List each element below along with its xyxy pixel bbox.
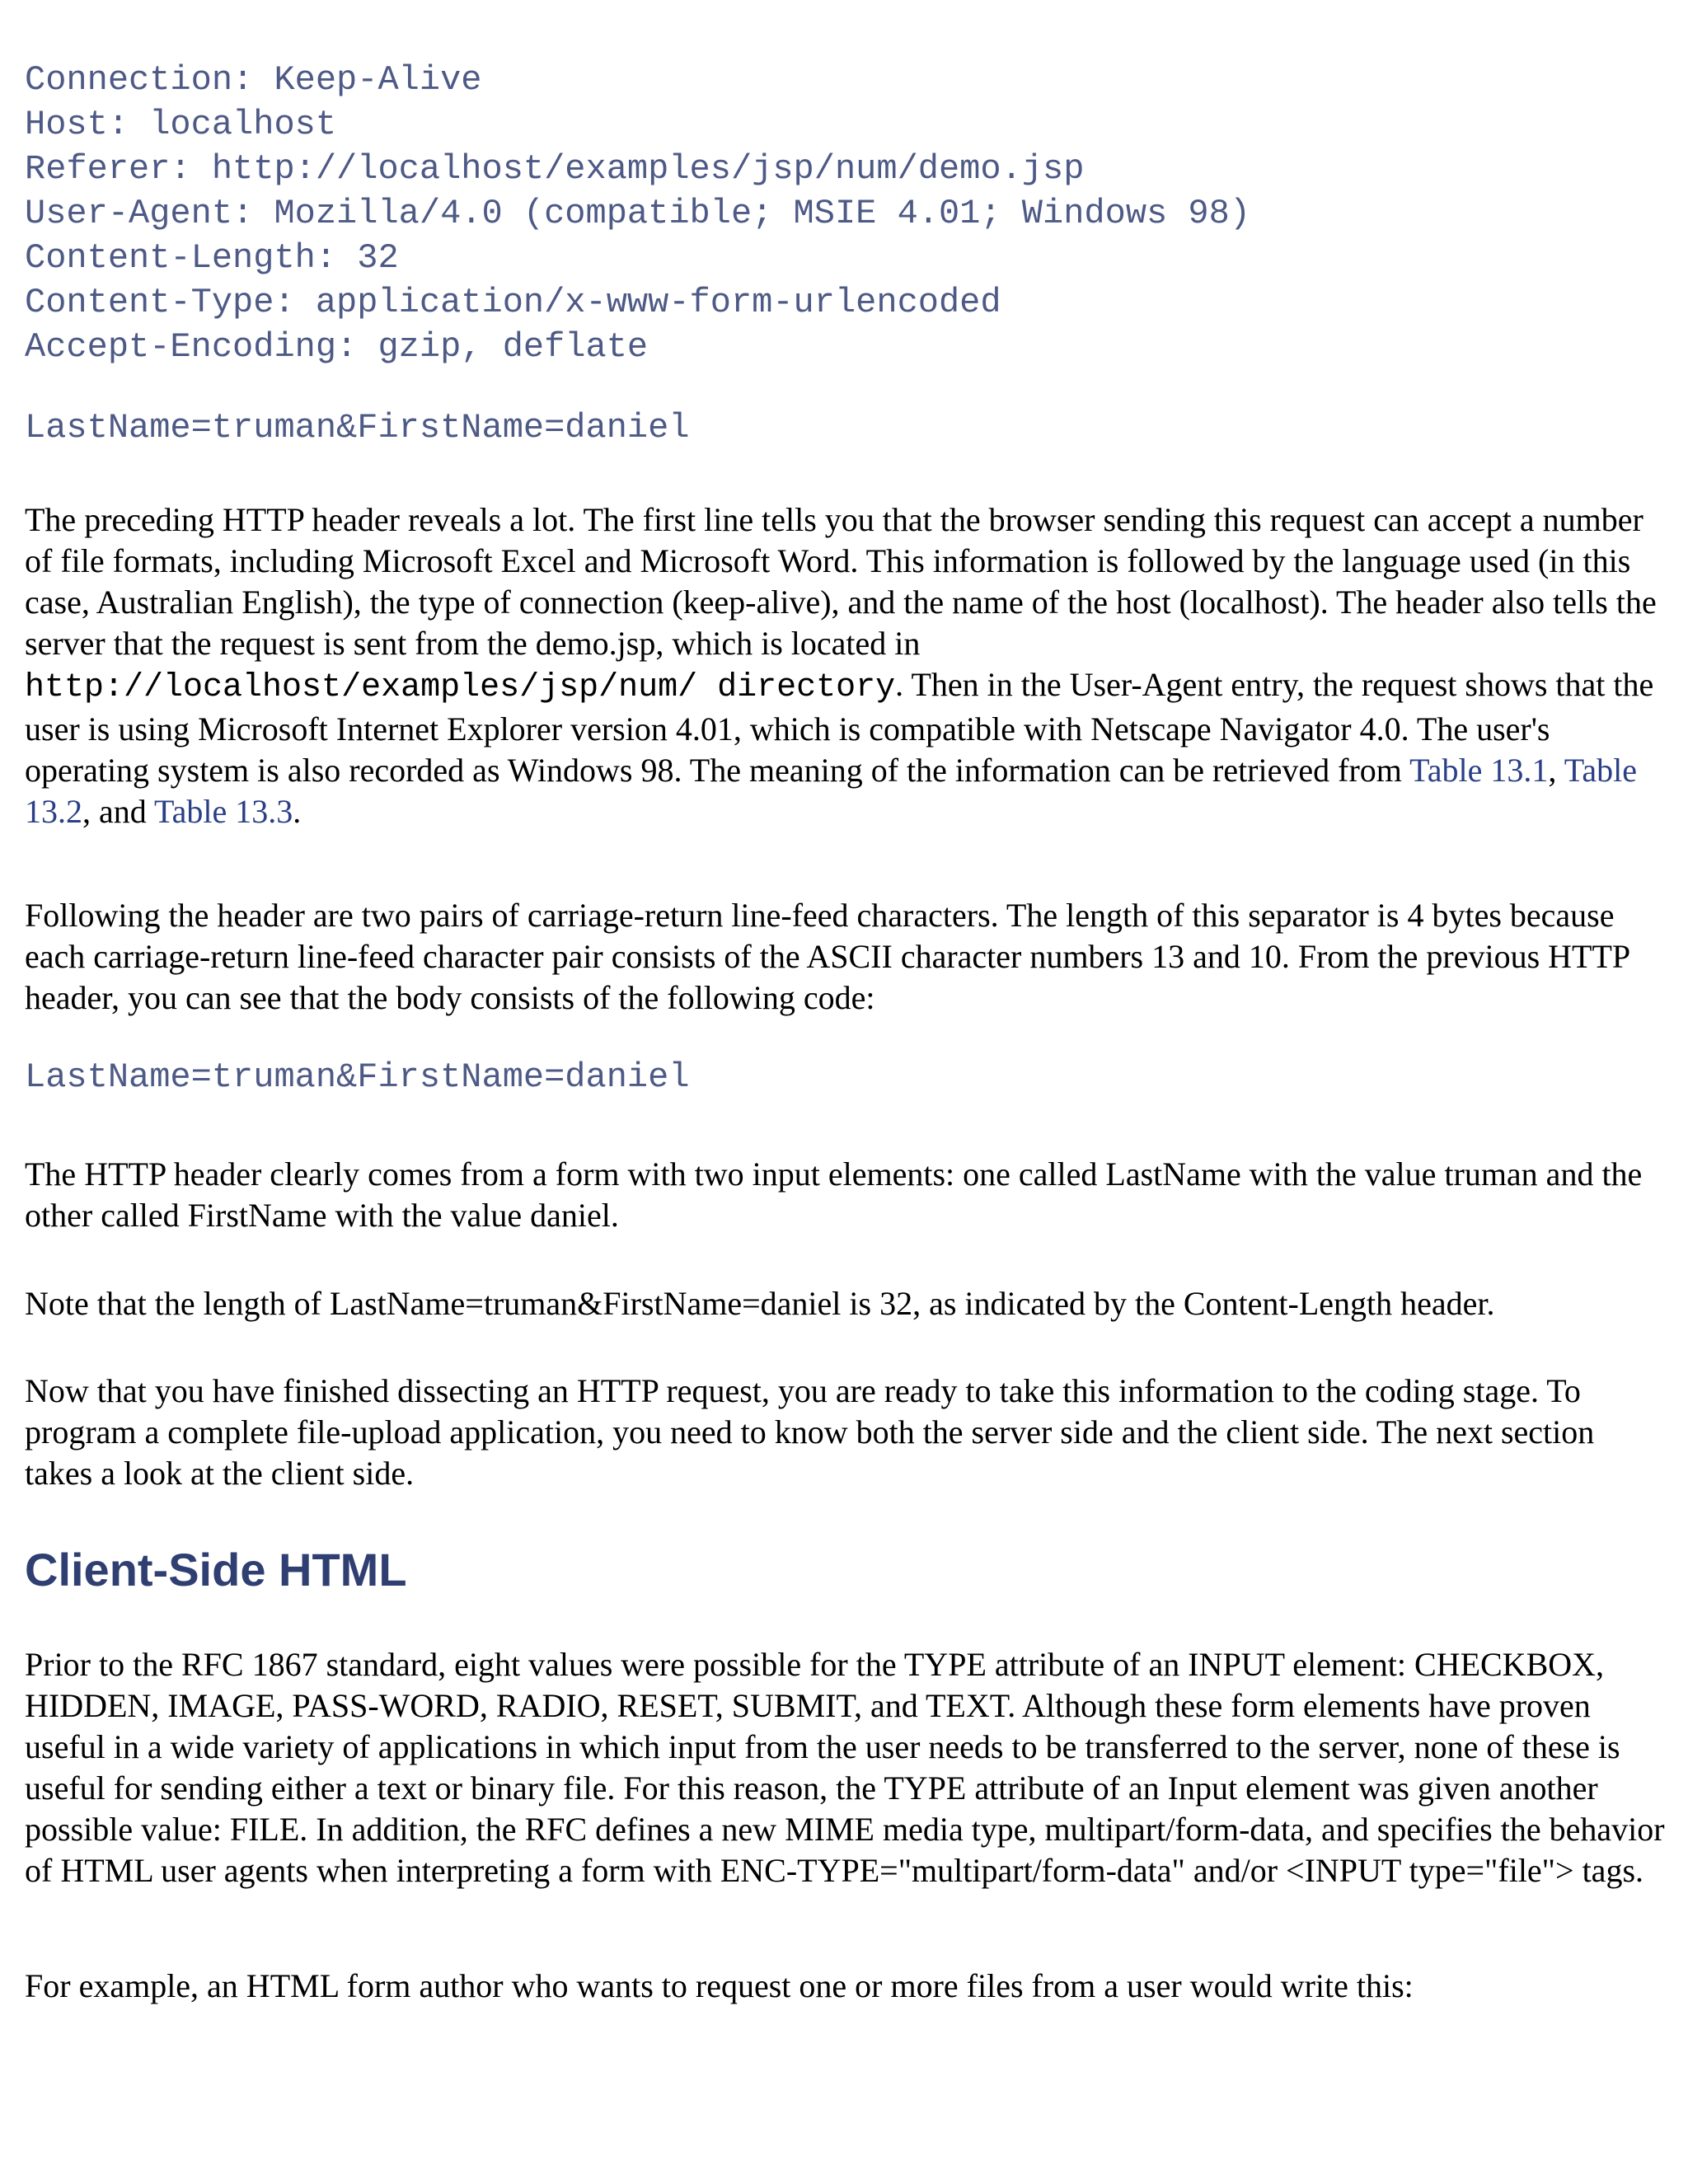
code-line: Host: localhost [25, 105, 337, 144]
separator-text: . [293, 793, 302, 830]
link-table-13-1[interactable]: Table 13.1 [1409, 752, 1549, 789]
paragraph-separator: Following the header are two pairs of carriage-return line-feed characters. The length of this separator is 4 bytes because each carriage-return line-feed character pair consists of the ASCII character numbers 13 and 10. From the previous HTTP header, you can see that the body consists of the following code: [25, 897, 1629, 1016]
link-table-13-2[interactable]: Table 13.2 [25, 752, 1637, 830]
code-line: Content-Length: 32 [25, 238, 399, 278]
separator-text: , [1548, 752, 1564, 789]
http-header-code [25, 58, 1665, 450]
paragraph-text: The preceding HTTP header reveals a lot. The first line tells you that the browser sending this request can accept a number of file formats, including Microsoft Excel and Microsoft Word. This information is followed by the language used (in this case, Australian English), the type of connection (keep-alive), and the name of the host (localhost). The header also tells the server that the request is sent from the demo.jsp, which is located in [25, 501, 1657, 662]
separator-text: , and [82, 793, 155, 830]
paragraph-example-intro: For example, an HTML form author who wants to request one or more files from a user would write this: [25, 1967, 1414, 2004]
paragraph-next-section: Now that you have finished dissecting an HTTP request, you are ready to take this information to the coding stage. To program a complete file-upload application, you need to know both the server side and the client side. The next section takes a look at the client side. [25, 1372, 1595, 1492]
request-body-code-block [25, 1055, 1665, 1099]
request-body-code: LastName=truman&FirstName=daniel [25, 1057, 690, 1097]
request-body-code: LastName=truman&FirstName=daniel [25, 408, 690, 448]
code-line: Accept-Encoding: gzip, deflate [25, 327, 649, 367]
link-table-13-3[interactable]: Table 13.3 [154, 793, 293, 830]
code-line: User-Agent: Mozilla/4.0 (compatible; MSIE 4.01; Windows 98) [25, 194, 1251, 233]
section-heading: Client-Side HTML [25, 1544, 407, 1596]
paragraph-rfc-1867: Prior to the RFC 1867 standard, eight values were possible for the TYPE attribute of an INPUT element: CHECKBOX, HIDDEN, IMAGE, PASS-WORD, RADIO, RESET, SUBMIT, and TEXT. Although these form elements have proven useful in a wide variety of applications in which input from the user needs to be transferred to the server, none of these is useful for sending either a text or binary file. For this reason, the TYPE attribute of an Input element was given another possible value: FILE. In addition, the RFC defines a new MIME media type, multipart/form-data, and specifies the behavior of HTML user agents when interpreting a form with ENC-TYPE="multipart/form-data" and/or <INPUT type="file"> tags. [25, 1646, 1665, 1889]
code-line: Connection: Keep-Alive [25, 60, 482, 100]
paragraph-text: . Then in the User-Agent entry, the request shows that the user is using Microsoft Internet Explorer version 4.01, which is compatible with Netscape Navigator 4.0. The user's operating system is also recorded as Windows 98. The meaning of the information can be retrieved from [25, 666, 1654, 789]
paragraph-header-explanation [25, 499, 1665, 832]
code-line: Content-Type: application/x-www-form-urlencoded [25, 283, 1001, 322]
code-line: Referer: http://localhost/examples/jsp/num/demo.jsp [25, 149, 1085, 189]
inline-code-directory: http://localhost/examples/jsp/num/ directory [25, 669, 896, 706]
paragraph-form-inputs: The HTTP header clearly comes from a form with two input elements: one called LastName with the value truman and the other called FirstName with the value daniel. [25, 1155, 1643, 1234]
paragraph-content-length: Note that the length of LastName=truman&FirstName=daniel is 32, as indicated by the Content-Length header. [25, 1285, 1495, 1322]
